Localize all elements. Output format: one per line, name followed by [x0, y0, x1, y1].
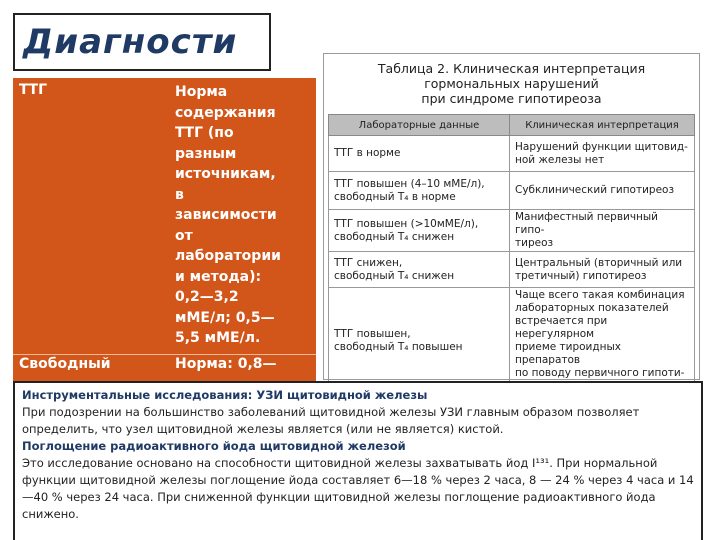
cell-interp: Нарушений функции щитовид- ной железы нет — [510, 136, 695, 172]
table-row — [329, 210, 695, 252]
instrumental-studies-box — [13, 381, 703, 540]
table-row — [329, 136, 695, 172]
cell-interp: Центральный (вторичный или третичный) гипотиреоз — [510, 252, 695, 288]
header-lab-data: Лабораторные данные — [329, 115, 510, 136]
iodine-uptake-heading: Поглощение радиоактивного йода щитовидной железой — [22, 439, 406, 453]
slide-title-box — [13, 13, 271, 71]
cell-lab: ТТГ повышен, свободный Т₄ повышен — [329, 288, 510, 395]
free-t4-norm-text: Норма: 0,8— — [175, 356, 277, 372]
ultrasound-heading: Инструментальные исследования: УЗИ щитовидной железы — [22, 388, 428, 402]
row-divider — [13, 354, 316, 355]
table-row — [329, 252, 695, 288]
table-row — [329, 172, 695, 210]
tsh-norm-text: Норма содержания ТТГ (по разным источникам, в зависимости от лаборатории и метода): 0,2—3,2 мМЕ/л; 0,5— 5,5 мМЕ/л. — [175, 84, 281, 346]
cell-lab: ТТГ повышен (>10мМЕ/л), свободный Т₄ снижен — [329, 210, 510, 252]
iodine-uptake-text: Это исследование основано на способности щитовидной железы захватывать йод I¹³¹. При нормальной функции щитовидной железы поглощение йода составляет 6—18 % через 2 часа, 8 — 24 % через 4 часа и 14—40 % через 24 часа. При сниженной функции щитовидной железы поглощение радиоактивного йода снижено. — [22, 456, 694, 521]
cell-lab: ТТГ в норме — [329, 136, 510, 172]
table2-caption: Таблица 2. Клиническая интерпретация гормональных нарушений при синдроме гипотиреоза — [377, 61, 646, 106]
tsh-label: ТТГ — [19, 82, 48, 98]
cell-lab: ТТГ повышен (4–10 мМЕ/л), свободный Т₄ в норме — [329, 172, 510, 210]
header-interpretation: Клиническая интерпретация — [510, 115, 695, 136]
interpretation-grid — [328, 114, 695, 395]
slide-title: Диагности — [23, 22, 238, 62]
cell-interp: Манифестный первичный гипо- тиреоз — [510, 210, 695, 252]
free-t4-label: Свободный — [19, 356, 111, 372]
cell-interp: Чаще всего такая комбинация лабораторных показателей встречается при нерегулярном приеме тироидных препаратов по поводу первичного гипоти- — [510, 288, 695, 395]
table-row — [329, 288, 695, 395]
cell-interp: Субклинический гипотиреоз — [510, 172, 695, 210]
cell-lab: ТТГ снижен, свободный Т₄ снижен — [329, 252, 510, 288]
clinical-interpretation-table-image — [323, 53, 700, 380]
ultrasound-text: При подозрении на большинство заболеваний щитовидной железы УЗИ главным образом позволяет определить, что узел щитовидной железы является (или не является) кистой. — [22, 405, 640, 436]
table-header-row — [329, 115, 695, 136]
hormone-norm-table — [13, 78, 316, 382]
